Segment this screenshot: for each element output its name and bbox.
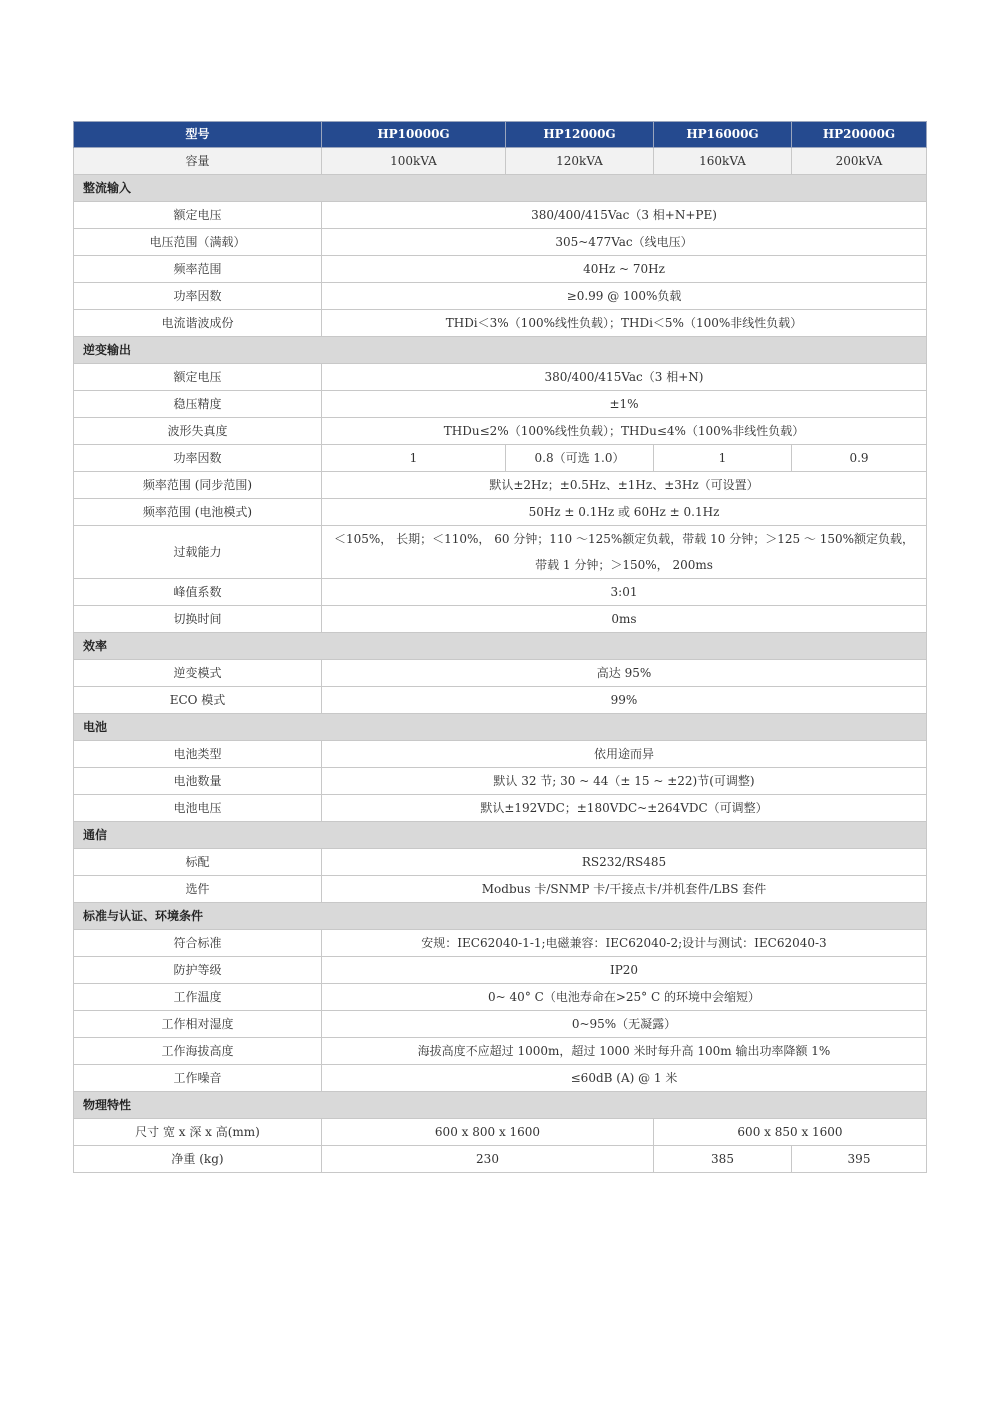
row-value: 默认 32 节; 30 ~ 44（± 15 ~ ±22)节(可调整): [322, 768, 927, 795]
row-value: 海拔高度不应超过 1000m，超过 1000 米时每升高 100m 输出功率降额 1%: [322, 1038, 927, 1065]
table-row: [74, 256, 927, 283]
row-label: 工作噪音: [74, 1065, 322, 1092]
row-label: 频率范围 (电池模式): [74, 499, 322, 526]
row-label: 功率因数: [74, 445, 322, 472]
table-row: [74, 310, 927, 337]
row-label: 额定电压: [74, 202, 322, 229]
table-row: [74, 499, 927, 526]
row-value: 395: [792, 1146, 927, 1173]
table-row: [74, 1011, 927, 1038]
table-row: [74, 660, 927, 687]
row-label: 电池电压: [74, 795, 322, 822]
capacity-value: 200kVA: [792, 148, 927, 175]
section-efficiency: [74, 633, 927, 660]
row-value: 默认±2Hz；±0.5Hz、±1Hz、±3Hz（可设置）: [322, 472, 927, 499]
row-value: ≤60dB (A) @ 1 米: [322, 1065, 927, 1092]
section-title: 标准与认证、环境条件: [74, 903, 927, 930]
row-label: 功率因数: [74, 283, 322, 310]
row-value: 385: [654, 1146, 792, 1173]
section-inverter-output: [74, 337, 927, 364]
row-value: 99%: [322, 687, 927, 714]
row-label: 切换时间: [74, 606, 322, 633]
row-label: 稳压精度: [74, 391, 322, 418]
row-value: THDi＜3%（100%线性负载）；THDi＜5%（100%非线性负载）: [322, 310, 927, 337]
table-row: [74, 984, 927, 1011]
row-value: 0ms: [322, 606, 927, 633]
section-title: 效率: [74, 633, 927, 660]
row-label: 波形失真度: [74, 418, 322, 445]
row-value: ≥0.99 @ 100%负载: [322, 283, 927, 310]
section-title: 电池: [74, 714, 927, 741]
row-value: 600 x 850 x 1600: [654, 1119, 927, 1146]
section-title: 整流输入: [74, 175, 927, 202]
table-row: [74, 418, 927, 445]
table-row: [74, 957, 927, 984]
section-rectifier-input: [74, 175, 927, 202]
table-row: [74, 930, 927, 957]
row-label: 电压范围（满载）: [74, 229, 322, 256]
row-label: 工作温度: [74, 984, 322, 1011]
model-header: 型号: [74, 122, 322, 148]
row-label: 尺寸 宽 x 深 x 高(mm): [74, 1119, 322, 1146]
table-row: [74, 1038, 927, 1065]
row-label: 选件: [74, 876, 322, 903]
row-label: 过载能力: [74, 526, 322, 579]
table-row: [74, 391, 927, 418]
row-value: Modbus 卡/SNMP 卡/干接点卡/并机套件/LBS 套件: [322, 876, 927, 903]
table-row: [74, 229, 927, 256]
row-label: 工作海拔高度: [74, 1038, 322, 1065]
row-value: 0~ 40° C（电池寿命在>25° C 的环境中会缩短）: [322, 984, 927, 1011]
row-value: 1: [654, 445, 792, 472]
model-hp12000g: HP12000G: [506, 122, 654, 148]
row-value: THDu≤2%（100%线性负载）；THDu≤4%（100%非线性负载）: [322, 418, 927, 445]
table-row: [74, 202, 927, 229]
section-communication: [74, 822, 927, 849]
section-title: 物理特性: [74, 1092, 927, 1119]
header-row: [74, 122, 927, 148]
row-label: 工作相对湿度: [74, 1011, 322, 1038]
row-value: ＜105%， 长期；＜110%， 60 分钟；110 ～125%额定负载，带载 10 分钟；＞125 ～ 150%额定负载，带载 1 分钟；＞150%， 200ms: [322, 526, 927, 579]
model-hp16000g: HP16000G: [654, 122, 792, 148]
row-label: 电池类型: [74, 741, 322, 768]
row-value: 1: [322, 445, 506, 472]
model-hp10000g: HP10000G: [322, 122, 506, 148]
row-value: 305~477Vac（线电压）: [322, 229, 927, 256]
table-row: [74, 741, 927, 768]
row-value: 3:01: [322, 579, 927, 606]
table-row: [74, 364, 927, 391]
row-value: 0~95%（无凝露）: [322, 1011, 927, 1038]
table-row: [74, 472, 927, 499]
row-label: 频率范围 (同步范围): [74, 472, 322, 499]
row-label: 防护等级: [74, 957, 322, 984]
capacity-value: 100kVA: [322, 148, 506, 175]
row-value: 50Hz ± 0.1Hz 或 60Hz ± 0.1Hz: [322, 499, 927, 526]
row-value: RS232/RS485: [322, 849, 927, 876]
row-value: ±1%: [322, 391, 927, 418]
capacity-row: [74, 148, 927, 175]
table-row: [74, 1065, 927, 1092]
table-row: [74, 849, 927, 876]
section-title: 逆变输出: [74, 337, 927, 364]
row-label: 电池数量: [74, 768, 322, 795]
section-battery: [74, 714, 927, 741]
row-label: 标配: [74, 849, 322, 876]
row-label: 逆变模式: [74, 660, 322, 687]
row-label: 净重 (kg): [74, 1146, 322, 1173]
section-physical: [74, 1092, 927, 1119]
row-value: 380/400/415Vac（3 相+N): [322, 364, 927, 391]
table-row: [74, 876, 927, 903]
spec-table: [73, 121, 927, 1173]
row-label: 容量: [74, 148, 322, 175]
capacity-value: 160kVA: [654, 148, 792, 175]
row-value: 230: [322, 1146, 654, 1173]
section-title: 通信: [74, 822, 927, 849]
table-row: [74, 1119, 927, 1146]
table-row: [74, 579, 927, 606]
row-value: 安规：IEC62040-1-1;电磁兼容：IEC62040-2;设计与测试：IEC62040-3: [322, 930, 927, 957]
row-value: 0.9: [792, 445, 927, 472]
section-standards: [74, 903, 927, 930]
table-row: [74, 768, 927, 795]
table-row: [74, 445, 927, 472]
table-row: [74, 687, 927, 714]
table-row: [74, 526, 927, 579]
row-label: 电流谐波成份: [74, 310, 322, 337]
row-label: ECO 模式: [74, 687, 322, 714]
row-label: 符合标准: [74, 930, 322, 957]
row-value: 依用途而异: [322, 741, 927, 768]
model-hp20000g: HP20000G: [792, 122, 927, 148]
row-label: 频率范围: [74, 256, 322, 283]
row-value: 600 x 800 x 1600: [322, 1119, 654, 1146]
row-value: 高达 95%: [322, 660, 927, 687]
row-value: IP20: [322, 957, 927, 984]
row-value: 380/400/415Vac（3 相+N+PE): [322, 202, 927, 229]
row-value: 0.8（可选 1.0）: [506, 445, 654, 472]
table-row: [74, 795, 927, 822]
table-row: [74, 1146, 927, 1173]
row-label: 额定电压: [74, 364, 322, 391]
row-label: 峰值系数: [74, 579, 322, 606]
capacity-value: 120kVA: [506, 148, 654, 175]
row-value: 默认±192VDC；±180VDC~±264VDC（可调整）: [322, 795, 927, 822]
table-row: [74, 283, 927, 310]
row-value: 40Hz ~ 70Hz: [322, 256, 927, 283]
table-row: [74, 606, 927, 633]
